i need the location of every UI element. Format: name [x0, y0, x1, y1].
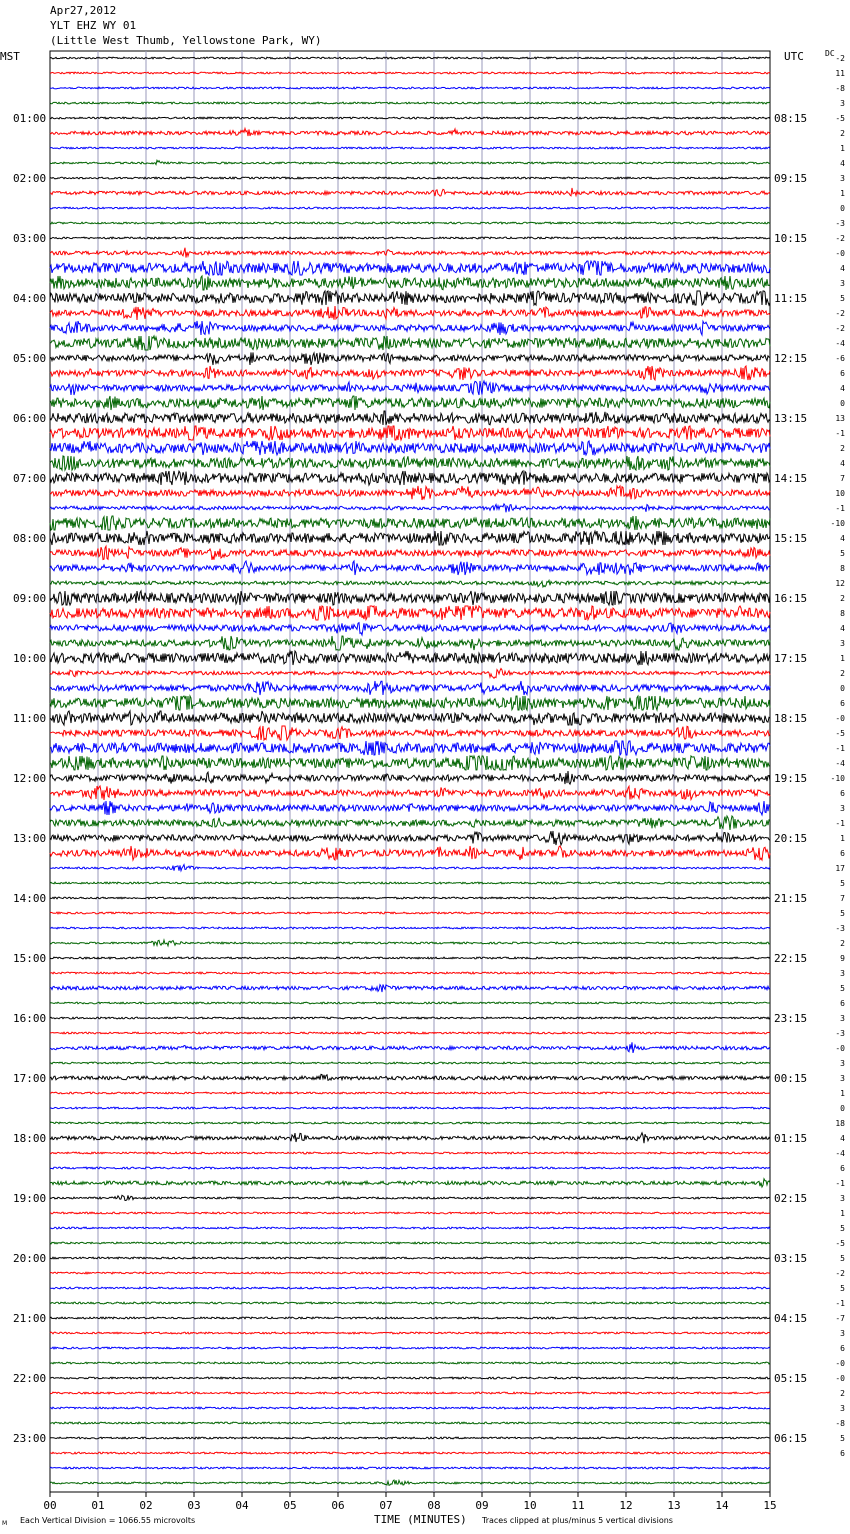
right-hour-label: 23:15 — [774, 1012, 808, 1025]
trace-line — [50, 396, 770, 410]
trace-line — [50, 291, 770, 305]
dc-offset-label: 3 — [840, 174, 845, 183]
right-hour-label: 20:15 — [774, 832, 808, 845]
trace-line — [50, 985, 770, 993]
left-hour-label: 16:00 — [13, 1012, 47, 1025]
x-tick-label: 08 — [427, 1499, 441, 1512]
dc-offset-label: 2 — [840, 669, 845, 678]
x-tick-label: 00 — [43, 1499, 57, 1512]
header-date: Apr27,2012 — [50, 4, 117, 17]
dc-offset-label: -2 — [835, 234, 845, 243]
dc-offset-label: 2 — [840, 1389, 845, 1398]
left-hour-label: 05:00 — [13, 352, 47, 365]
dc-offset-label: 1 — [840, 1089, 845, 1098]
dc-offset-label: 6 — [840, 1344, 845, 1353]
dc-offset-label: 6 — [840, 1449, 845, 1458]
trace-line — [50, 1480, 770, 1485]
trace-line — [50, 1452, 770, 1454]
trace-line — [50, 352, 770, 365]
dc-offset-label: -2 — [835, 1269, 845, 1278]
right-hour-label: 17:15 — [774, 652, 808, 665]
trace-line — [50, 1407, 770, 1409]
dc-offset-label: -3 — [835, 1029, 845, 1038]
dc-offset-label: 12 — [835, 579, 845, 588]
trace-line — [50, 1017, 770, 1019]
trace-line — [50, 546, 770, 560]
left-hour-label: 15:00 — [13, 952, 47, 965]
trace-line — [50, 882, 770, 884]
trace-line — [50, 1377, 770, 1379]
trace-line — [50, 1167, 770, 1169]
left-hour-label: 07:00 — [13, 472, 47, 485]
seismogram-traces — [50, 57, 770, 1485]
x-tick-label: 12 — [619, 1499, 633, 1512]
x-tick-label: 02 — [139, 1499, 153, 1512]
header-station: YLT EHZ WY 01 — [50, 19, 137, 32]
trace-line — [50, 381, 770, 395]
trace-line — [50, 957, 770, 959]
dc-offset-label: -1 — [835, 504, 845, 513]
left-hour-label: 02:00 — [13, 172, 47, 185]
trace-line — [50, 1122, 770, 1124]
dc-offset-label: 5 — [840, 1224, 845, 1233]
x-tick-label: 06 — [331, 1499, 345, 1512]
trace-line — [50, 561, 770, 575]
trace-line — [50, 1074, 770, 1080]
right-hour-label: 18:15 — [774, 712, 808, 725]
trace-line — [50, 276, 770, 290]
trace-line — [50, 831, 770, 845]
left-hour-label: 17:00 — [13, 1072, 47, 1085]
dc-offset-label: -0 — [835, 714, 845, 723]
trace-line — [50, 1257, 770, 1259]
trace-line — [50, 207, 770, 209]
dc-offset-label: -3 — [835, 924, 845, 933]
dc-offset-label: -5 — [835, 1239, 845, 1248]
trace-line — [50, 366, 770, 380]
x-tick-label: 11 — [571, 1499, 585, 1512]
x-tick-label: 01 — [91, 1499, 105, 1512]
dc-offset-label: 5 — [840, 879, 845, 888]
trace-line — [50, 865, 770, 871]
dc-offset-label: 6 — [840, 1164, 845, 1173]
dc-offset-label: 5 — [840, 909, 845, 918]
trace-line — [50, 117, 770, 119]
dc-offset-label: 5 — [840, 1434, 845, 1443]
time-grid — [50, 51, 770, 1492]
dc-offset-label: 3 — [840, 279, 845, 288]
trace-line — [50, 756, 770, 770]
dc-offset-label: 3 — [840, 969, 845, 978]
left-hour-label: 22:00 — [13, 1372, 47, 1385]
trace-line — [50, 1242, 770, 1244]
trace-line — [50, 801, 770, 815]
trace-line — [50, 1467, 770, 1469]
right-hour-label: 02:15 — [774, 1192, 808, 1205]
left-hour-label: 01:00 — [13, 112, 47, 125]
dc-offset-label: -2 — [835, 54, 845, 63]
header-location: (Little West Thumb, Yellowstone Park, WY) — [50, 34, 322, 47]
dc-offset-label: 0 — [840, 399, 845, 408]
trace-line — [50, 912, 770, 914]
dc-offset-label: -0 — [835, 1359, 845, 1368]
dc-offset-label: 9 — [840, 954, 845, 963]
left-hour-label: 04:00 — [13, 292, 47, 305]
dc-offset-label: 4 — [840, 459, 845, 468]
dc-offset-label: -4 — [835, 1149, 845, 1158]
right-hour-label: 05:15 — [774, 1372, 808, 1385]
dc-offset-label: 0 — [840, 204, 845, 213]
trace-line — [50, 669, 770, 679]
trace-line — [50, 786, 770, 800]
trace-line — [50, 1195, 770, 1200]
dc-offset-label: 6 — [840, 789, 845, 798]
x-tick-label: 14 — [715, 1499, 729, 1512]
trace-line — [50, 1437, 770, 1439]
trace-line — [50, 1347, 770, 1349]
trace-line — [50, 1042, 770, 1053]
left-hour-labels — [13, 112, 46, 1445]
trace-line — [50, 129, 770, 137]
dc-offset-label: 3 — [840, 1059, 845, 1068]
trace-line — [50, 87, 770, 89]
dc-offset-label: -4 — [835, 759, 845, 768]
trace-line — [50, 1152, 770, 1154]
left-hour-label: 09:00 — [13, 592, 47, 605]
dc-offset-label: 8 — [840, 609, 845, 618]
clip-note: Traces clipped at plus/minus 5 vertical divisions — [482, 1516, 673, 1525]
right-hour-label: 09:15 — [774, 172, 808, 185]
left-hour-label: 18:00 — [13, 1132, 47, 1145]
left-hour-label: 03:00 — [13, 232, 47, 245]
dc-offset-label: 4 — [840, 534, 845, 543]
trace-line — [50, 306, 770, 320]
dc-offset-label: 3 — [840, 1074, 845, 1083]
dc-offset-label: -10 — [830, 519, 845, 528]
trace-line — [50, 237, 770, 239]
trace-line — [50, 711, 770, 725]
dc-offset-label: 1 — [840, 189, 845, 198]
trace-line — [50, 940, 770, 946]
dc-offset-label: -0 — [835, 249, 845, 258]
trace-line — [50, 1227, 770, 1229]
trace-line — [50, 147, 770, 149]
dc-offset-label: 18 — [835, 1119, 845, 1128]
trace-line — [50, 623, 770, 635]
dc-offset-label: 3 — [840, 1194, 845, 1203]
left-hour-label: 19:00 — [13, 1192, 47, 1205]
x-tick-label: 13 — [667, 1499, 681, 1512]
dc-offset-label: 3 — [840, 1404, 845, 1413]
left-hour-label: 12:00 — [13, 772, 47, 785]
right-hour-labels — [774, 112, 807, 1445]
left-hour-label: 20:00 — [13, 1252, 47, 1265]
dc-offset-label: -5 — [835, 114, 845, 123]
dc-offset-label: 13 — [835, 414, 845, 423]
left-hour-label: 10:00 — [13, 652, 47, 665]
dc-offset-label: 7 — [840, 894, 845, 903]
x-axis-ticks — [43, 1492, 776, 1512]
scale-note: Each Vertical Division = 1066.55 microvolts — [20, 1516, 196, 1525]
dc-offset-label: -4 — [835, 339, 845, 348]
trace-line — [50, 651, 770, 665]
dc-offset-label: -0 — [835, 1374, 845, 1383]
dc-offset-label: 3 — [840, 1014, 845, 1023]
dc-offset-label: 7 — [840, 474, 845, 483]
dc-offset-label: 10 — [835, 489, 845, 498]
dc-offset-label: 0 — [840, 1104, 845, 1113]
dc-offset-label: 1 — [840, 834, 845, 843]
dc-offset-label: -1 — [835, 429, 845, 438]
right-hour-label: 10:15 — [774, 232, 808, 245]
dc-offset-label: 3 — [840, 99, 845, 108]
left-hour-label: 13:00 — [13, 832, 47, 845]
dc-offset-label: 4 — [840, 624, 845, 633]
trace-line — [50, 726, 770, 740]
left-hour-label: 06:00 — [13, 412, 47, 425]
trace-line — [50, 516, 770, 530]
trace-line — [50, 102, 770, 104]
x-tick-label: 15 — [763, 1499, 777, 1512]
trace-line — [50, 606, 770, 620]
right-hour-label: 14:15 — [774, 472, 808, 485]
trace-line — [50, 160, 770, 164]
left-hour-label: 08:00 — [13, 532, 47, 545]
dc-offset-label: -2 — [835, 309, 845, 318]
trace-line — [50, 636, 770, 650]
right-hour-label: 13:15 — [774, 412, 808, 425]
trace-line — [50, 1302, 770, 1304]
dc-offset-label: 5 — [840, 1254, 845, 1263]
dc-offset-label: 2 — [840, 444, 845, 453]
dc-offset-label: -1 — [835, 819, 845, 828]
x-tick-label: 05 — [283, 1499, 297, 1512]
trace-line — [50, 1002, 770, 1004]
dc-offset-label: 4 — [840, 264, 845, 273]
trace-line — [50, 471, 770, 485]
right-hour-label: 21:15 — [774, 892, 808, 905]
right-hour-label: 12:15 — [774, 352, 808, 365]
right-hour-label: 08:15 — [774, 112, 808, 125]
dc-offset-label: 1 — [840, 654, 845, 663]
trace-line — [50, 1287, 770, 1289]
trace-line — [50, 486, 770, 500]
dc-offset-label: -8 — [835, 84, 845, 93]
right-hour-label: 06:15 — [774, 1432, 808, 1445]
dc-offset-label: -8 — [835, 1419, 845, 1428]
right-hour-label: 04:15 — [774, 1312, 808, 1325]
x-axis-title: TIME (MINUTES) — [374, 1513, 467, 1526]
dc-label: DC — [825, 49, 835, 58]
dc-offset-label: 17 — [835, 864, 845, 873]
trace-line — [50, 57, 770, 59]
trace-line — [50, 1332, 770, 1334]
left-zone-label: MST — [0, 50, 20, 63]
dc-offset-label: 5 — [840, 1284, 845, 1293]
trace-line — [50, 1362, 770, 1364]
trace-line — [50, 531, 770, 545]
dc-offset-label: -1 — [835, 1179, 845, 1188]
dc-offset-label: -1 — [835, 1299, 845, 1308]
dc-offset-label: 1 — [840, 144, 845, 153]
dc-offset-label: 2 — [840, 594, 845, 603]
dc-offset-label: 8 — [840, 564, 845, 573]
trace-line — [50, 1179, 770, 1187]
trace-line — [50, 1422, 770, 1424]
left-hour-label: 11:00 — [13, 712, 47, 725]
dc-offset-label: -3 — [835, 219, 845, 228]
dc-offset-label: 3 — [840, 639, 845, 648]
dc-offset-label: -10 — [830, 774, 845, 783]
trace-line — [50, 426, 770, 440]
x-tick-label: 07 — [379, 1499, 393, 1512]
dc-offset-label: 2 — [840, 129, 845, 138]
dc-offset-label: -0 — [835, 1044, 845, 1053]
trace-line — [50, 1032, 770, 1034]
trace-line — [50, 1392, 770, 1394]
dc-offset-label: 0 — [840, 684, 845, 693]
right-hour-label: 15:15 — [774, 532, 808, 545]
trace-line — [50, 580, 770, 587]
right-hour-label: 19:15 — [774, 772, 808, 785]
dc-offset-label: 6 — [840, 849, 845, 858]
dc-offset-label: 4 — [840, 1134, 845, 1143]
corner-mark: M — [2, 1520, 8, 1527]
dc-offset-label: -6 — [835, 354, 845, 363]
right-hour-label: 22:15 — [774, 952, 808, 965]
trace-line — [50, 1317, 770, 1319]
left-hour-label: 14:00 — [13, 892, 47, 905]
dc-offset-label: 5 — [840, 549, 845, 558]
trace-line — [50, 1212, 770, 1214]
dc-offset-label: 4 — [840, 159, 845, 168]
left-hour-label: 21:00 — [13, 1312, 47, 1325]
trace-line — [50, 1062, 770, 1064]
x-tick-label: 03 — [187, 1499, 201, 1512]
dc-offset-label: 6 — [840, 999, 845, 1008]
trace-line — [50, 696, 770, 710]
x-tick-label: 04 — [235, 1499, 249, 1512]
x-tick-label: 10 — [523, 1499, 537, 1512]
trace-line — [50, 177, 770, 179]
trace-line — [50, 591, 770, 605]
dc-offset-label: 6 — [840, 699, 845, 708]
trace-line — [50, 927, 770, 929]
trace-line — [50, 897, 770, 899]
dc-offset-label: -1 — [835, 744, 845, 753]
dc-offset-label: 4 — [840, 384, 845, 393]
dc-offset-label: -7 — [835, 1314, 845, 1323]
right-hour-label: 01:15 — [774, 1132, 808, 1145]
dc-offset-labels — [831, 54, 846, 1458]
trace-line — [50, 441, 770, 455]
dc-offset-label: 3 — [840, 804, 845, 813]
trace-line — [50, 1107, 770, 1109]
dc-offset-label: -5 — [835, 729, 845, 738]
dc-offset-label: 11 — [835, 69, 845, 78]
trace-line — [50, 1092, 770, 1094]
trace-line — [50, 972, 770, 974]
trace-line — [50, 336, 770, 350]
trace-line — [50, 411, 770, 425]
trace-line — [50, 72, 770, 74]
x-tick-label: 09 — [475, 1499, 489, 1512]
dc-offset-label: 1 — [840, 1209, 845, 1218]
dc-offset-label: 6 — [840, 369, 845, 378]
dc-offset-label: -2 — [835, 324, 845, 333]
dc-offset-label: 5 — [840, 294, 845, 303]
dc-offset-label: 2 — [840, 939, 845, 948]
trace-line — [50, 321, 770, 335]
trace-line — [50, 261, 770, 275]
trace-line — [50, 1272, 770, 1274]
trace-line — [50, 456, 770, 470]
trace-line — [50, 188, 770, 196]
trace-line — [50, 222, 770, 224]
trace-line — [50, 741, 770, 755]
trace-line — [50, 681, 770, 695]
right-hour-label: 03:15 — [774, 1252, 808, 1265]
plot-frame — [50, 51, 770, 1492]
dc-offset-label: 5 — [840, 984, 845, 993]
dc-offset-label: 3 — [840, 1329, 845, 1338]
trace-line — [50, 771, 770, 784]
right-hour-label: 16:15 — [774, 592, 808, 605]
trace-line — [50, 504, 770, 512]
trace-line — [50, 816, 770, 830]
trace-line — [50, 248, 770, 258]
trace-line — [50, 1133, 770, 1143]
trace-line — [50, 846, 770, 860]
right-zone-label: UTC — [784, 50, 804, 63]
left-hour-label: 23:00 — [13, 1432, 47, 1445]
right-hour-label: 00:15 — [774, 1072, 808, 1085]
right-hour-label: 11:15 — [774, 292, 808, 305]
